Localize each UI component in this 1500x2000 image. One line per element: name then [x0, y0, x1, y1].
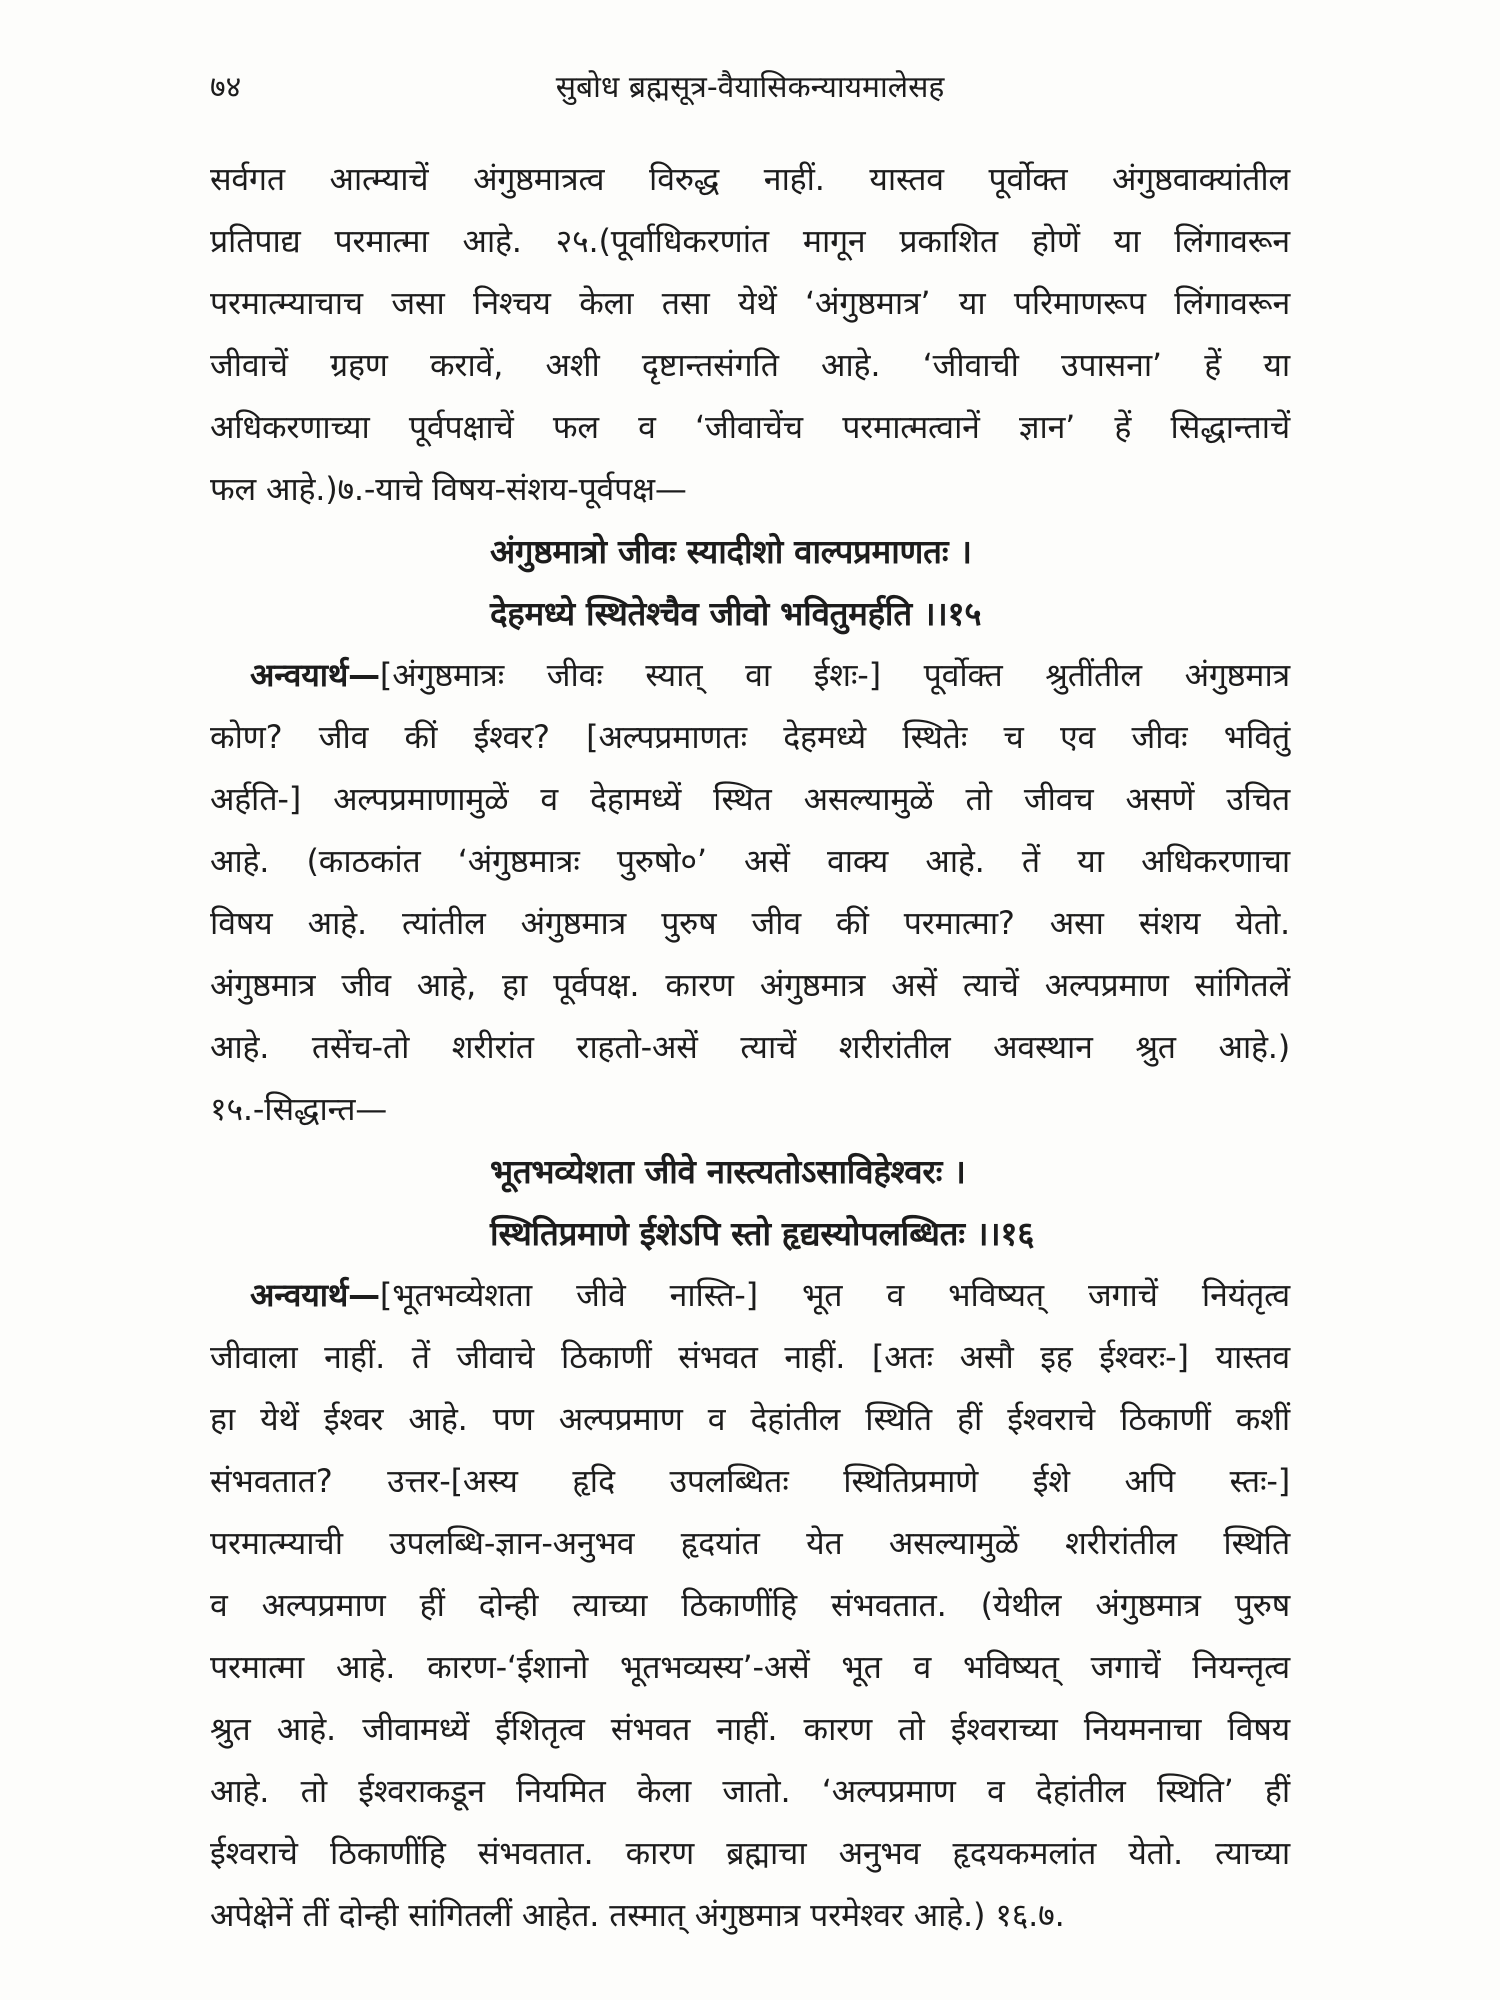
text-line: विषय आहे. त्यांतील अंगुष्ठमात्र पुरुष जीव कीं परमात्मा? असा संशय येतो.	[210, 904, 1290, 942]
anvayartha-heading: अन्वयार्थ—	[250, 1276, 380, 1314]
text-line	[250, 1266, 1290, 1324]
text-line: संभवतात? उत्तर-[अस्य हृदि उपलब्धितः स्थितिप्रमाणे ईशे अपि स्तः-]	[210, 1462, 1290, 1500]
text-span: [भूतभव्येशता जीवे नास्ति-] भूत व भविष्यत् जगाचें नियंतृत्व	[379, 1276, 1290, 1314]
page-number: ७४	[210, 70, 242, 105]
anvayartha-heading: अन्वयार्थ—	[250, 656, 380, 694]
text-line: प्रतिपाद्य परमात्मा आहे. २५.(पूर्वाधिकरणांत मागून प्रकाशित होणें या लिंगावरून	[210, 222, 1290, 260]
text-span: [अंगुष्ठमात्रः जीवः स्यात् वा ईशः-] पूर्वोक्त श्रुतींतील अंगुष्ठमात्र	[379, 656, 1290, 694]
text-line: आहे. तो ईश्वराकडून नियमित केला जातो. ‘अल्पप्रमाण व देहांतील स्थिति’ हीं	[210, 1772, 1290, 1810]
text-line: अर्हति-] अल्पप्रमाणामुळें व देहामध्यें स्थित असल्यामुळें तो जीवच असणें उचित	[210, 780, 1290, 818]
text-line: अपेक्षेनें तीं दोन्ही सांगितलीं आहेत. तस्मात् अंगुष्ठमात्र परमेश्वर आहे.) १६.७.	[210, 1896, 1065, 1934]
text-line: परमात्म्याचाच जसा निश्चय केला तसा येथें ‘अंगुष्ठमात्र’ या परिमाणरूप लिंगावरून	[210, 284, 1290, 322]
verse-line: अंगुष्ठमात्रो जीवः स्यादीशो वाल्पप्रमाणतः ।	[490, 532, 972, 571]
text-line: परमात्मा आहे. कारण-‘ईशानो भूतभव्यस्य’-असें भूत व भविष्यत् जगाचें नियन्तृत्व	[210, 1648, 1290, 1686]
text-line: व अल्पप्रमाण हीं दोन्ही त्याच्या ठिकाणींहि संभवतात. (येथील अंगुष्ठमात्र पुरुष	[210, 1586, 1290, 1624]
text-line: आहे. (काठकांत ‘अंगुष्ठमात्रः पुरुषो०’ असें वाक्य आहे. तें या अधिकरणाचा	[210, 842, 1290, 880]
verse-line: भूतभव्येशता जीवे नास्त्यतोऽसाविहेश्वरः ।	[490, 1152, 966, 1191]
text-line: ईश्वराचे ठिकाणींहि संभवतात. कारण ब्रह्माचा अनुभव हृदयकमलांत येतो. त्याच्या	[210, 1834, 1290, 1872]
verse-line: स्थितिप्रमाणे ईशेऽपि स्तो हृद्यस्योपलब्धितः ।।१६	[490, 1214, 1035, 1253]
text-line	[250, 646, 1290, 704]
text-line: अंगुष्ठमात्र जीव आहे, हा पूर्वपक्ष. कारण अंगुष्ठमात्र असें त्याचें अल्पप्रमाण सांगितलें	[210, 966, 1290, 1004]
text-line: कोण? जीव कीं ईश्वर? [अल्पप्रमाणतः देहमध्ये स्थितेः च एव जीवः भवितुं	[210, 718, 1290, 756]
text-line: जीवाचें ग्रहण करावें, अशी दृष्टान्तसंगति आहे. ‘जीवाची उपासना’ हें या	[210, 346, 1290, 384]
text-line: फल आहे.)७.-याचे विषय-संशय-पूर्वपक्ष—	[210, 470, 687, 508]
text-line: परमात्म्याची उपलब्धि-ज्ञान-अनुभव हृदयांत येत असल्यामुळें शरीरांतील स्थिति	[210, 1524, 1290, 1562]
text-line: हा येथें ईश्वर आहे. पण अल्पप्रमाण व देहांतील स्थिति हीं ईश्वराचे ठिकाणीं कशीं	[210, 1400, 1290, 1438]
running-title: सुबोध ब्रह्मसूत्र-वैयासिकन्यायमालेसह	[555, 70, 945, 105]
text-line: जीवाला नाहीं. तें जीवाचे ठिकाणीं संभवत नाहीं. [अतः असौ इह ईश्वरः-] यास्तव	[210, 1338, 1290, 1376]
text-line: श्रुत आहे. जीवामध्यें ईशितृत्व संभवत नाहीं. कारण तो ईश्वराच्या नियमनाचा विषय	[210, 1710, 1290, 1748]
text-line: आहे. तसेंच-तो शरीरांत राहतो-असें त्याचें शरीरांतील अवस्थान श्रुत आहे.)	[210, 1028, 1290, 1066]
text-line: सर्वगत आत्म्याचें अंगुष्ठमात्रत्व विरुद्ध नाहीं. यास्तव पूर्वोक्त अंगुष्ठवाक्यांतील	[210, 160, 1290, 198]
verse-line: देहमध्ये स्थितेश्चैव जीवो भवितुमर्हति ।।१५	[490, 594, 982, 633]
text-line: १५.-सिद्धान्त—	[210, 1090, 388, 1128]
text-line: अधिकरणाच्या पूर्वपक्षाचें फल व ‘जीवाचेंच परमात्मत्वानें ज्ञान’ हें सिद्धान्ताचें	[210, 408, 1290, 446]
page-header	[210, 58, 1290, 118]
